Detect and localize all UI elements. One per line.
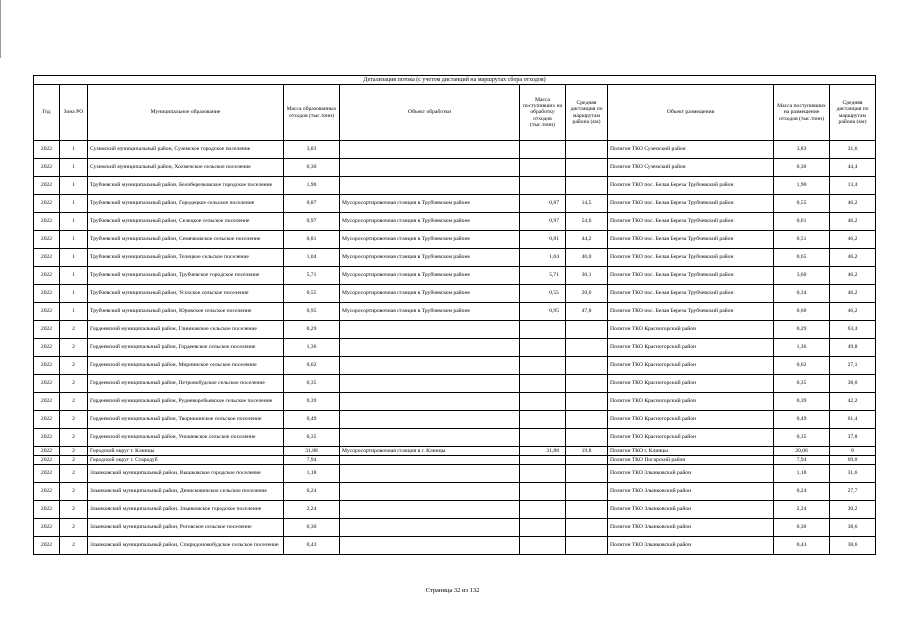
cell-mass-to-processing [520, 465, 566, 483]
cell-placement-object: Полигон ТКО пос. Белая Береза Трубчевский район [608, 195, 774, 213]
cell-mass-to-placement: 3,83 [774, 141, 830, 159]
cell-mass-to-processing [520, 519, 566, 537]
table-row [34, 339, 876, 357]
cell-year: 2022 [34, 393, 60, 411]
cell-processing-object: Мусоросортировочная станция в г. Клинцы [340, 447, 520, 456]
cell-mass-generated: 0,35 [284, 429, 340, 447]
cell-placement-object: Полигон ТКО Злынковский район [608, 465, 774, 483]
cell-mass-generated: 2,24 [284, 501, 340, 519]
cell-mass-generated: 1,90 [284, 177, 340, 195]
cell-zone: 1 [60, 285, 88, 303]
table-row [34, 483, 876, 501]
table-row [34, 195, 876, 213]
cell-year: 2022 [34, 537, 60, 555]
cell-municipality: Городской округ г. Стародуб [88, 456, 284, 465]
cell-dist-placement: 31,6 [830, 141, 876, 159]
cell-year: 2022 [34, 465, 60, 483]
cell-processing-object [340, 429, 520, 447]
table-row [34, 375, 876, 393]
cell-municipality: Гордеевский муниципальный район, Мирнинское сельское поселение [88, 357, 284, 375]
cell-municipality: Суземский муниципальный район, Суземское городское поселение [88, 141, 284, 159]
cell-mass-to-processing [520, 339, 566, 357]
cell-dist-processing [566, 321, 608, 339]
cell-mass-to-processing [520, 456, 566, 465]
cell-dist-placement: 31,6 [830, 465, 876, 483]
cell-zone: 1 [60, 159, 88, 177]
cell-year: 2022 [34, 267, 60, 285]
cell-dist-processing: 40,0 [566, 249, 608, 267]
cell-placement-object: Полигон ТКО Суземский район [608, 141, 774, 159]
cell-mass-generated: 0,49 [284, 411, 340, 429]
cell-zone: 1 [60, 267, 88, 285]
cell-mass-to-placement: 1,18 [774, 465, 830, 483]
cell-processing-object [340, 393, 520, 411]
cell-zone: 2 [60, 456, 88, 465]
cell-mass-generated: 0,81 [284, 231, 340, 249]
cell-year: 2022 [34, 339, 60, 357]
cell-year: 2022 [34, 195, 60, 213]
cell-municipality: Суземский муниципальный район, Холмечское сельское поселение [88, 159, 284, 177]
cell-mass-to-placement: 0,51 [774, 231, 830, 249]
cell-dist-placement: 13,4 [830, 177, 876, 195]
cell-dist-placement: 61,4 [830, 411, 876, 429]
cell-zone: 1 [60, 213, 88, 231]
cell-placement-object: Полигон ТКО Красногорский район [608, 411, 774, 429]
cell-zone: 2 [60, 357, 88, 375]
cell-year: 2022 [34, 357, 60, 375]
header-mass-generated: Масса образованных отходов (тыс.тонн) [284, 85, 340, 141]
cell-mass-to-placement: 0,60 [774, 303, 830, 321]
cell-year: 2022 [34, 249, 60, 267]
cell-mass-to-placement: 20,06 [774, 447, 830, 456]
cell-year: 2022 [34, 141, 60, 159]
table-row [34, 456, 876, 465]
page-edge-mark [0, 0, 1, 58]
cell-mass-generated: 0,29 [284, 321, 340, 339]
cell-zone: 2 [60, 465, 88, 483]
cell-mass-to-processing [520, 321, 566, 339]
cell-mass-to-processing [520, 411, 566, 429]
cell-dist-processing [566, 393, 608, 411]
flow-detail-table-container [33, 75, 875, 555]
header-dist-processing: Средняя дистанция по маршрутам района (км) [566, 85, 608, 141]
cell-dist-processing: 54,6 [566, 213, 608, 231]
cell-zone: 2 [60, 447, 88, 456]
table-row [34, 411, 876, 429]
cell-mass-to-placement: 1,90 [774, 177, 830, 195]
cell-dist-processing: 14,5 [566, 195, 608, 213]
header-placement-object: Объект размещения [608, 85, 774, 141]
cell-zone: 2 [60, 393, 88, 411]
cell-placement-object: Полигон ТКО Погарский район [608, 456, 774, 465]
cell-dist-placement: 46,2 [830, 249, 876, 267]
cell-placement-object: Полигон ТКО Злынковский район [608, 501, 774, 519]
table-row [34, 177, 876, 195]
cell-dist-processing [566, 411, 608, 429]
table-row [34, 285, 876, 303]
cell-processing-object [340, 375, 520, 393]
cell-mass-generated: 1,18 [284, 465, 340, 483]
cell-zone: 1 [60, 141, 88, 159]
cell-dist-placement: 46,2 [830, 303, 876, 321]
cell-dist-processing [566, 159, 608, 177]
cell-mass-to-placement: 0,39 [774, 393, 830, 411]
header-mass-to-processing: Масса поступивших на обработку отходов (тыс.тонн) [520, 85, 566, 141]
cell-mass-to-processing [520, 393, 566, 411]
table-row [34, 159, 876, 177]
cell-year: 2022 [34, 285, 60, 303]
cell-dist-placement: 30,2 [830, 501, 876, 519]
cell-dist-processing: 47,8 [566, 303, 608, 321]
cell-processing-object [340, 177, 520, 195]
cell-mass-generated: 1,36 [284, 339, 340, 357]
cell-municipality: Трубчевский муниципальный район, Селецкое сельское поселение [88, 213, 284, 231]
cell-dist-processing [566, 537, 608, 555]
cell-placement-object: Полигон ТКО пос. Белая Береза Трубчевский район [608, 231, 774, 249]
cell-zone: 2 [60, 375, 88, 393]
cell-municipality: Гордеевский муниципальный район, Рудневоробьевское сельское поселение [88, 393, 284, 411]
cell-mass-to-placement: 3,60 [774, 267, 830, 285]
cell-mass-to-processing [520, 483, 566, 501]
cell-year: 2022 [34, 411, 60, 429]
table-row [34, 249, 876, 267]
table-row [34, 465, 876, 483]
cell-municipality: Городской округ г. Клинцы [88, 447, 284, 456]
cell-placement-object: Полигон ТКО Красногорский район [608, 339, 774, 357]
cell-processing-object [340, 321, 520, 339]
cell-mass-generated: 7,94 [284, 456, 340, 465]
cell-mass-to-processing: 0,95 [520, 303, 566, 321]
cell-processing-object [340, 141, 520, 159]
cell-placement-object: Полигон ТКО Злынковский район [608, 483, 774, 501]
cell-mass-to-placement: 0,43 [774, 537, 830, 555]
cell-dist-processing [566, 501, 608, 519]
cell-placement-object: Полигон ТКО пос. Белая Береза Трубчевский район [608, 213, 774, 231]
cell-dist-processing [566, 177, 608, 195]
cell-dist-placement: 46,2 [830, 195, 876, 213]
cell-processing-object: Мусоросортировочная станция в Трубчевском районе [340, 231, 520, 249]
table-row [34, 303, 876, 321]
cell-mass-to-placement: 1,36 [774, 339, 830, 357]
cell-placement-object: Полигон ТКО пос. Белая Береза Трубчевский район [608, 249, 774, 267]
table-row [34, 321, 876, 339]
cell-mass-generated: 0,55 [284, 285, 340, 303]
cell-dist-placement: 38,6 [830, 537, 876, 555]
cell-mass-generated: 0,24 [284, 483, 340, 501]
cell-year: 2022 [34, 501, 60, 519]
cell-processing-object: Мусоросортировочная станция в Трубчевском районе [340, 303, 520, 321]
cell-mass-to-placement: 0,49 [774, 411, 830, 429]
cell-year: 2022 [34, 159, 60, 177]
cell-mass-to-placement: 0,30 [774, 159, 830, 177]
flow-detail-table [33, 75, 876, 555]
cell-processing-object [340, 339, 520, 357]
table-caption: Детализация потока (с учетом дистанций на маршрутах сбора отходов) [34, 76, 876, 85]
cell-dist-placement: 46,2 [830, 231, 876, 249]
cell-year: 2022 [34, 177, 60, 195]
cell-dist-processing: 20,6 [566, 285, 608, 303]
cell-year: 2022 [34, 456, 60, 465]
cell-placement-object: Полигон ТКО Злынковский район [608, 537, 774, 555]
cell-mass-generated: 0,35 [284, 375, 340, 393]
cell-zone: 2 [60, 519, 88, 537]
cell-mass-generated: 0,97 [284, 213, 340, 231]
cell-processing-object [340, 411, 520, 429]
cell-placement-object: Полигон ТКО пос. Белая Береза Трубчевский район [608, 177, 774, 195]
cell-zone: 2 [60, 429, 88, 447]
cell-municipality: Злынковский муниципальный район, Злынковское городское поселение [88, 501, 284, 519]
cell-dist-processing [566, 357, 608, 375]
cell-dist-processing [566, 375, 608, 393]
cell-zone: 1 [60, 195, 88, 213]
cell-year: 2022 [34, 303, 60, 321]
cell-municipality: Злынковский муниципальный район, Роговское сельское поселение [88, 519, 284, 537]
cell-mass-to-placement: 0,55 [774, 195, 830, 213]
cell-mass-generated: 31,88 [284, 447, 340, 456]
table-row [34, 429, 876, 447]
cell-zone: 2 [60, 411, 88, 429]
cell-year: 2022 [34, 321, 60, 339]
cell-dist-placement: 69,0 [830, 456, 876, 465]
cell-placement-object: Полигон ТКО пос. Белая Береза Трубчевский район [608, 267, 774, 285]
cell-municipality: Злынковский муниципальный район, Спиридоновобудское сельское поселение [88, 537, 284, 555]
cell-municipality: Гордеевский муниципальный район, Творишинское сельское поселение [88, 411, 284, 429]
cell-mass-to-processing: 31,88 [520, 447, 566, 456]
cell-mass-generated: 0,62 [284, 357, 340, 375]
cell-mass-to-processing [520, 357, 566, 375]
cell-mass-to-processing [520, 537, 566, 555]
cell-mass-to-placement: 0,30 [774, 519, 830, 537]
cell-municipality: Трубчевский муниципальный район, Трубчевское городское поселение [88, 267, 284, 285]
cell-municipality: Трубчевский муниципальный район, Телецкое сельское поселение [88, 249, 284, 267]
cell-municipality: Трубчевский муниципальный район, Юровское сельское поселение [88, 303, 284, 321]
cell-placement-object: Полигон ТКО пос. Белая Береза Трубчевский район [608, 303, 774, 321]
cell-mass-to-processing [520, 177, 566, 195]
cell-municipality: Гордеевский муниципальный район, Уношевское сельское поселение [88, 429, 284, 447]
cell-placement-object: Полигон ТКО пос. Белая Береза Трубчевский район [608, 285, 774, 303]
cell-dist-placement: 49,8 [830, 339, 876, 357]
cell-placement-object: Полигон ТКО Красногорский район [608, 429, 774, 447]
cell-zone: 2 [60, 339, 88, 357]
cell-mass-to-processing [520, 141, 566, 159]
cell-mass-to-placement: 0,62 [774, 357, 830, 375]
cell-processing-object: Мусоросортировочная станция в Трубчевском районе [340, 267, 520, 285]
cell-zone: 2 [60, 537, 88, 555]
cell-placement-object: Полигон ТКО Красногорский район [608, 357, 774, 375]
cell-processing-object: Мусоросортировочная станция в Трубчевском районе [340, 249, 520, 267]
cell-dist-processing [566, 465, 608, 483]
cell-dist-processing: 44,2 [566, 231, 608, 249]
cell-dist-processing [566, 519, 608, 537]
table-row [34, 213, 876, 231]
cell-dist-placement: 42,2 [830, 393, 876, 411]
header-dist-placement: Средняя дистанция по маршрутам района (км) [830, 85, 876, 141]
table-row [34, 537, 876, 555]
cell-dist-placement: 63,4 [830, 321, 876, 339]
cell-mass-generated: 0,30 [284, 519, 340, 537]
cell-municipality: Гордеевский муниципальный район, Гордеевское сельское поселение [88, 339, 284, 357]
cell-mass-generated: 5,71 [284, 267, 340, 285]
cell-mass-to-processing: 0,81 [520, 231, 566, 249]
cell-processing-object [340, 537, 520, 555]
cell-mass-to-processing [520, 375, 566, 393]
cell-mass-to-placement: 7,94 [774, 456, 830, 465]
header-processing-object: Объект обработки [340, 85, 520, 141]
table-row [34, 231, 876, 249]
cell-dist-placement: 0 [830, 447, 876, 456]
cell-year: 2022 [34, 213, 60, 231]
cell-processing-object [340, 519, 520, 537]
cell-dist-placement: 46,2 [830, 267, 876, 285]
cell-zone: 2 [60, 321, 88, 339]
cell-mass-to-placement: 0,34 [774, 285, 830, 303]
cell-dist-placement: 46,2 [830, 213, 876, 231]
cell-mass-to-processing: 5,71 [520, 267, 566, 285]
cell-dist-processing [566, 483, 608, 501]
cell-processing-object [340, 456, 520, 465]
cell-year: 2022 [34, 429, 60, 447]
cell-processing-object [340, 483, 520, 501]
cell-dist-placement: 44,4 [830, 159, 876, 177]
cell-municipality: Трубчевский муниципальный район, Семячковское сельское поселение [88, 231, 284, 249]
cell-processing-object: Мусоросортировочная станция в Трубчевском районе [340, 195, 520, 213]
table-row [34, 267, 876, 285]
cell-municipality: Трубчевский муниципальный район, Белоберезковское городское поселение [88, 177, 284, 195]
cell-municipality: Злынковский муниципальный район, Вышковское городское поселение [88, 465, 284, 483]
cell-placement-object: Полигон ТКО г. Клинцы [608, 447, 774, 456]
cell-year: 2022 [34, 519, 60, 537]
cell-year: 2022 [34, 375, 60, 393]
cell-mass-generated: 0,43 [284, 537, 340, 555]
cell-mass-to-placement: 0,29 [774, 321, 830, 339]
cell-mass-to-placement: 0,61 [774, 213, 830, 231]
cell-dist-processing: 30,1 [566, 267, 608, 285]
cell-mass-generated: 3,83 [284, 141, 340, 159]
cell-mass-generated: 0,87 [284, 195, 340, 213]
cell-zone: 1 [60, 231, 88, 249]
cell-mass-to-processing [520, 429, 566, 447]
cell-dist-placement: 27,7 [830, 483, 876, 501]
cell-dist-placement: 27,1 [830, 357, 876, 375]
cell-municipality: Трубчевский муниципальный район, Усохское сельское поселение [88, 285, 284, 303]
cell-mass-generated: 1,04 [284, 249, 340, 267]
header-row [34, 85, 876, 141]
cell-year: 2022 [34, 231, 60, 249]
cell-dist-placement: 37,8 [830, 429, 876, 447]
cell-dist-placement: 38,0 [830, 375, 876, 393]
header-zone: Зона РО [60, 85, 88, 141]
cell-mass-generated: 0,30 [284, 159, 340, 177]
cell-placement-object: Полигон ТКО Красногорский район [608, 321, 774, 339]
header-year: Год [34, 85, 60, 141]
cell-mass-to-placement: 0,65 [774, 249, 830, 267]
table-row [34, 447, 876, 456]
header-mass-to-placement: Масса поступивших на размещение отходов (тыс.тонн) [774, 85, 830, 141]
cell-processing-object [340, 357, 520, 375]
cell-placement-object: Полигон ТКО Красногорский район [608, 375, 774, 393]
cell-zone: 1 [60, 177, 88, 195]
cell-dist-processing [566, 141, 608, 159]
cell-processing-object [340, 465, 520, 483]
cell-dist-processing [566, 456, 608, 465]
cell-dist-processing [566, 429, 608, 447]
cell-mass-generated: 0,95 [284, 303, 340, 321]
cell-mass-to-processing [520, 501, 566, 519]
cell-mass-to-placement: 0,24 [774, 483, 830, 501]
cell-mass-to-placement: 0,35 [774, 429, 830, 447]
cell-processing-object [340, 159, 520, 177]
cell-dist-processing: 19,8 [566, 447, 608, 456]
cell-mass-to-processing: 0,87 [520, 195, 566, 213]
cell-mass-to-processing: 0,55 [520, 285, 566, 303]
cell-year: 2022 [34, 447, 60, 456]
cell-municipality: Гордеевский муниципальный район, Глинновское сельское поселение [88, 321, 284, 339]
cell-mass-to-placement: 2,24 [774, 501, 830, 519]
cell-year: 2022 [34, 483, 60, 501]
cell-zone: 2 [60, 501, 88, 519]
cell-dist-processing [566, 339, 608, 357]
cell-placement-object: Полигон ТКО Злынковский район [608, 519, 774, 537]
cell-dist-placement: 38,6 [830, 519, 876, 537]
cell-processing-object: Мусоросортировочная станция в Трубчевском районе [340, 213, 520, 231]
table-row [34, 519, 876, 537]
cell-placement-object: Полигон ТКО Суземский район [608, 159, 774, 177]
table-row [34, 393, 876, 411]
cell-municipality: Гордеевский муниципальный район, Петровобудское сельское поселение [88, 375, 284, 393]
cell-mass-to-processing [520, 159, 566, 177]
cell-zone: 1 [60, 303, 88, 321]
table-row [34, 357, 876, 375]
page-number: Страница 32 из 132 [425, 587, 480, 594]
cell-zone: 1 [60, 249, 88, 267]
cell-mass-to-processing: 0,97 [520, 213, 566, 231]
table-row [34, 141, 876, 159]
cell-mass-to-placement: 0,35 [774, 375, 830, 393]
cell-dist-placement: 46,2 [830, 285, 876, 303]
cell-zone: 2 [60, 483, 88, 501]
cell-mass-generated: 0,39 [284, 393, 340, 411]
cell-processing-object: Мусоросортировочная станция в Трубчевском районе [340, 285, 520, 303]
cell-municipality: Злынковский муниципальный район, Денисковичское сельское поселение [88, 483, 284, 501]
header-municipality: Муниципальное образование [88, 85, 284, 141]
cell-processing-object [340, 501, 520, 519]
cell-municipality: Трубчевский муниципальный район, Городецкое сельское поселение [88, 195, 284, 213]
table-body [34, 141, 876, 555]
cell-mass-to-processing: 1,04 [520, 249, 566, 267]
table-row [34, 501, 876, 519]
cell-placement-object: Полигон ТКО Красногорский район [608, 393, 774, 411]
